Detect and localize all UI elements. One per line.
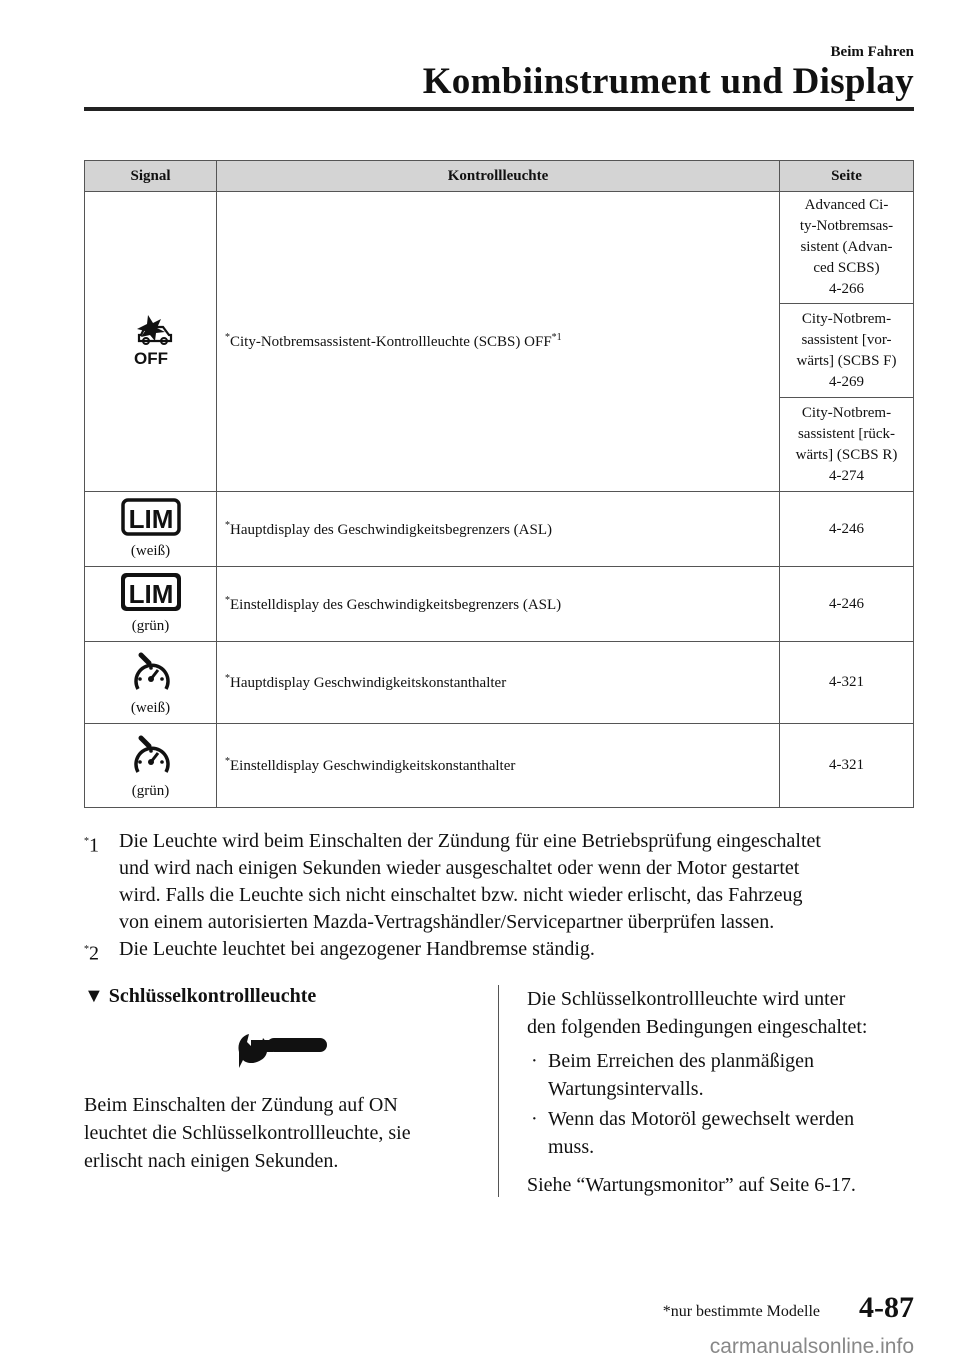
footnote-line: wird. Falls die Leuchte sich nicht einschaltet bzw. nicht wieder erlischt, das Fahrzeug bbox=[119, 884, 803, 906]
desc-cell bbox=[217, 192, 780, 492]
lim-text: LIM bbox=[128, 579, 173, 609]
col-header-seite: Seite bbox=[780, 161, 914, 192]
page-number: 4-246 bbox=[829, 520, 864, 537]
lim-icon bbox=[121, 573, 181, 611]
page-number: 4-274 bbox=[829, 467, 864, 484]
desc-text: Hauptdisplay des Geschwindigkeitsbegrenzers (ASL) bbox=[230, 521, 553, 538]
desc-text: City-Notbremsassistent-Kontrollleuchte (SCBS) OFF bbox=[230, 334, 552, 350]
footnote-line: Die Leuchte leuchtet bei angezogener Handbremse ständig. bbox=[119, 938, 595, 960]
table-header-row bbox=[85, 161, 914, 192]
page-cell bbox=[780, 642, 914, 724]
page-cell bbox=[780, 192, 914, 304]
bullet-dot: · bbox=[531, 1050, 538, 1072]
table-row bbox=[85, 724, 914, 808]
page-number: 4-266 bbox=[829, 281, 864, 297]
page-cell-text: wärts] (SCBS F) bbox=[796, 352, 897, 369]
page-number: 4-269 bbox=[829, 373, 864, 390]
cruise-control-icon bbox=[129, 732, 173, 776]
page-number: 4-246 bbox=[829, 595, 864, 612]
footnote-number: *2 bbox=[84, 942, 99, 965]
footnote-2 bbox=[84, 936, 924, 963]
footnote-1 bbox=[84, 828, 924, 936]
signal-color-label: (weiß) bbox=[130, 699, 171, 716]
desc-cell bbox=[217, 492, 780, 567]
page-title: Kombiinstrument und Display bbox=[422, 61, 914, 102]
table-row bbox=[85, 492, 914, 567]
section-label: Beim Fahren bbox=[830, 44, 914, 60]
table-row bbox=[85, 642, 914, 724]
left-column bbox=[84, 985, 479, 1175]
lim-text: LIM bbox=[128, 504, 173, 534]
lim-icon bbox=[121, 498, 181, 536]
signal-color-label: (grün) bbox=[131, 618, 170, 634]
page-cell-text: sassistent [vor- bbox=[801, 331, 892, 348]
see-also-text: Siehe “Wartungsmonitor” auf Seite 6-17. bbox=[527, 1174, 856, 1196]
model-mark: * bbox=[225, 756, 230, 767]
wrench-icon bbox=[235, 1024, 329, 1072]
col-header-signal: Signal bbox=[85, 161, 217, 192]
desc-cell bbox=[217, 567, 780, 642]
model-footnote: *nur bestimmte Modelle bbox=[662, 1303, 820, 1320]
intro-paragraph: Die Schlüsselkontrollleuchte wird unter den folgenden Bedingungen eingeschaltet: bbox=[527, 988, 868, 1038]
page-number-footer: 4-87 bbox=[859, 1291, 914, 1324]
page-cell-text: City-Notbrem- bbox=[801, 404, 892, 421]
footnotes bbox=[84, 828, 924, 963]
footnote-number: *1 bbox=[84, 834, 99, 857]
triangle-marker-icon: ▼ bbox=[84, 985, 104, 1007]
list-item: · Beim Erreichen des planmäßigen Wartungsintervalls. bbox=[527, 1047, 922, 1103]
desc-cell bbox=[217, 724, 780, 808]
footnote-ref: *1 bbox=[551, 332, 562, 343]
header-rule bbox=[84, 107, 914, 111]
scbs-off-icon bbox=[121, 311, 181, 367]
section-heading: ▼ Schlüsselkontrollleuchte bbox=[84, 985, 317, 1007]
footnote-line: Die Leuchte wird beim Einschalten der Zündung für eine Betriebsprüfung eingeschaltet bbox=[119, 830, 821, 852]
page-cell-text: wärts] (SCBS R) bbox=[795, 446, 898, 463]
page-cell bbox=[780, 567, 914, 642]
page-cell bbox=[780, 492, 914, 567]
footnote-line: und wird nach einigen Sekunden wieder ausgeschaltet oder wenn der Motor gestartet bbox=[119, 857, 800, 879]
right-column bbox=[527, 985, 922, 1199]
page-cell bbox=[780, 304, 914, 398]
model-mark: * bbox=[225, 519, 230, 531]
signal-color-label: (grün) bbox=[131, 782, 170, 799]
page-cell-text: sistent (Advan- bbox=[800, 239, 893, 255]
signal-table bbox=[84, 160, 914, 808]
signal-cell bbox=[85, 567, 217, 642]
signal-cell bbox=[85, 724, 217, 808]
signal-cell bbox=[85, 192, 217, 492]
model-mark: * bbox=[225, 332, 230, 343]
bullet-dot: · bbox=[531, 1108, 538, 1130]
footnote-line: von einem autorisierten Mazda-Vertragshändler/Servicepartner überprüfen lassen. bbox=[119, 911, 775, 933]
page-cell-text: Advanced Ci- bbox=[804, 197, 889, 213]
page-cell bbox=[780, 724, 914, 808]
table-row bbox=[85, 567, 914, 642]
desc-text: Einstelldisplay des Geschwindigkeitsbegrenzers (ASL) bbox=[230, 596, 562, 613]
signal-color-label: (weiß) bbox=[130, 543, 171, 559]
left-paragraph: Beim Einschalten der Zündung auf ON leuchtet die Schlüsselkontrollleuchte, sie erlischt nach einigen Sekunden. bbox=[84, 1094, 411, 1172]
desc-text: Einstelldisplay Geschwindigkeitskonstanthalter bbox=[230, 758, 516, 774]
desc-cell bbox=[217, 642, 780, 724]
desc-text: Hauptdisplay Geschwindigkeitskonstanthalter bbox=[230, 675, 507, 691]
col-header-kontrollleuchte: Kontrollleuchte bbox=[217, 161, 780, 192]
table-row bbox=[85, 192, 914, 304]
signal-cell bbox=[85, 642, 217, 724]
signal-cell bbox=[85, 492, 217, 567]
page-cell-text: ced SCBS) bbox=[813, 260, 880, 276]
page-cell-text: sassistent [rück- bbox=[797, 425, 896, 442]
page-cell bbox=[780, 398, 914, 492]
cruise-control-icon bbox=[129, 649, 173, 693]
watermark: carmanualsonline.info bbox=[709, 1335, 914, 1358]
page-number: 4-321 bbox=[829, 757, 864, 773]
page-number: 4-321 bbox=[829, 674, 864, 690]
scbs-off-text: OFF bbox=[133, 349, 168, 367]
model-mark: * bbox=[225, 594, 230, 606]
model-mark: * bbox=[225, 673, 230, 684]
column-divider bbox=[498, 985, 499, 1197]
page-cell-text: City-Notbrem- bbox=[801, 310, 892, 327]
list-item: · Wenn das Motoröl gewechselt werden muss. bbox=[527, 1105, 922, 1161]
page-cell-text: ty-Notbremsas- bbox=[799, 218, 894, 234]
